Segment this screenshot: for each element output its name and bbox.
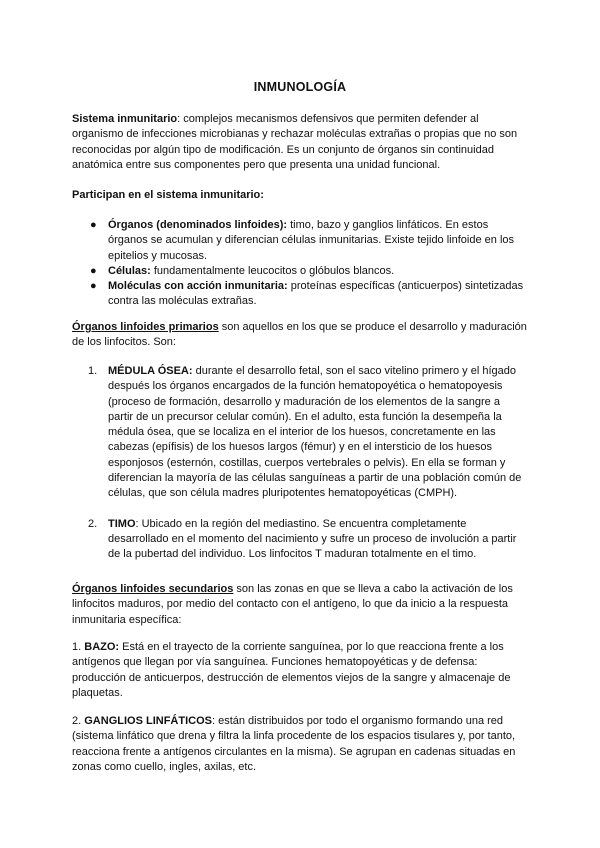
- intro-paragraph: [72, 112, 530, 173]
- list-item: [88, 279, 528, 310]
- secondary-text: son las zonas en que se lleva a cabo la activación de los linfocitos maduros, por medio del contacto con el antígeno, lo que da inicio a la respuesta inmunitaria específica:: [72, 583, 513, 626]
- item-number: 1.: [88, 365, 98, 377]
- item-number: 2.: [88, 517, 98, 530]
- item-text: : Ubicado en la región del mediastino. Se encuentra completamente desarrollado en el momento del nacimiento y sufre un proceso de involución a partir de la pubertad del individuo. Los linfocitos T maduran totalmente en el timo.: [108, 517, 517, 561]
- list-item-term: Células:: [108, 264, 151, 277]
- secondary-term: Órganos linfoides secundarios: [72, 583, 234, 595]
- intro-term: Sistema inmunitario: [72, 113, 178, 125]
- item-text: : están distribuidos por todo el organismo formando una red (sistema linfático que drena y filtra la linfa procedente de los espacios tisulares y, por tanto, reacciona frente a antígenos circulantes en la misma). Se agrupan en cadenas situadas en zonas como cuello, ingles, axilas, etc.: [72, 715, 516, 773]
- list-item-text: proteínas específicas (anticuerpos) sintetizadas contra las moléculas extrañas.: [108, 280, 524, 308]
- primary-term: Órganos linfoides primarios: [72, 321, 219, 333]
- bullet-dot: ●: [90, 219, 97, 231]
- item-number: 1.: [72, 641, 82, 653]
- item-text: Está en el trayecto de la corriente sanguínea, por lo que reacciona frente a los antígenos que llegan por vía sanguínea. Funciones hematopoyéticas y de defensa: producción de anticuerpos, destrucción de elementos viejos de la sangre y almacenaje de plaquetas.: [72, 641, 511, 699]
- primary-text: son aquellos en los que se produce el desarrollo y maduración de los linfocitos. Son:: [72, 321, 527, 349]
- secondary-item-ganglios: [72, 714, 530, 775]
- primary-intro: [72, 320, 530, 351]
- item-term: GANGLIOS LINFÁTICOS: [84, 715, 212, 727]
- list-item-term: Moléculas con acción inmunitaria:: [108, 280, 288, 293]
- list-item: [88, 264, 528, 279]
- item-term: TIMO: [108, 517, 136, 530]
- list-item: [88, 517, 528, 563]
- bullet-dot: ●: [90, 280, 97, 293]
- list-item: [88, 364, 528, 502]
- secondary-item-bazo: [72, 640, 530, 701]
- participants-list: [88, 218, 528, 310]
- primary-list: [88, 364, 528, 563]
- list-item-text: fundamentalmente leucocitos o glóbulos blancos.: [150, 264, 395, 277]
- list-item-text: timo, bazo y ganglios linfáticos. En estos órganos se acumulan y diferencian células inmunitarias. Existe tejido linfoide en los epitelios y mucosas.: [108, 219, 515, 262]
- list-item-term: Órganos (denominados linfoides):: [108, 219, 288, 231]
- page-title: INMUNOLOGÍA: [253, 80, 347, 94]
- list-item: [88, 218, 528, 264]
- item-term: MÉDULA ÓSEA:: [108, 365, 193, 377]
- item-number: 2.: [72, 715, 82, 727]
- intro-text: : complejos mecanismos defensivos que permiten defender al organismo de infecciones microbianas y rechazar moléculas extrañas o propias que no son reconocidas por algún tipo de modificación. Es un conjunto de órganos sin continuidad anatómica entre sus componentes pero que presenta una unidad funcional.: [72, 113, 518, 171]
- item-term: BAZO:: [84, 641, 120, 653]
- item-text: durante el desarrollo fetal, son el saco vitelino primero y el hígado después los órganos encargados de la función hematopoyética o hematopoyesis (proceso de formación, desarrollo y maduración de los elementos de la sangre a partir de un precursor celular común). En el adulto, esta función la desempeña la médula ósea, que se localiza en el interior de los huesos, concretamente en las cabezas (epífisis) de los huesos largos (fémur) y en el intersticio de los huesos esponjosos (esternón, costillas, cuerpos vertebrales o pelvis). En ella se forman y diferencian la mayoría de las células sanguíneas a partir de una población común de células, que son célula madres pluripotentes hematopoyéticas (CMPH).: [108, 365, 522, 500]
- bullet-dot: ●: [90, 264, 97, 277]
- secondary-intro: [72, 582, 530, 628]
- participants-heading: Participan en el sistema inmunitario:: [72, 189, 264, 201]
